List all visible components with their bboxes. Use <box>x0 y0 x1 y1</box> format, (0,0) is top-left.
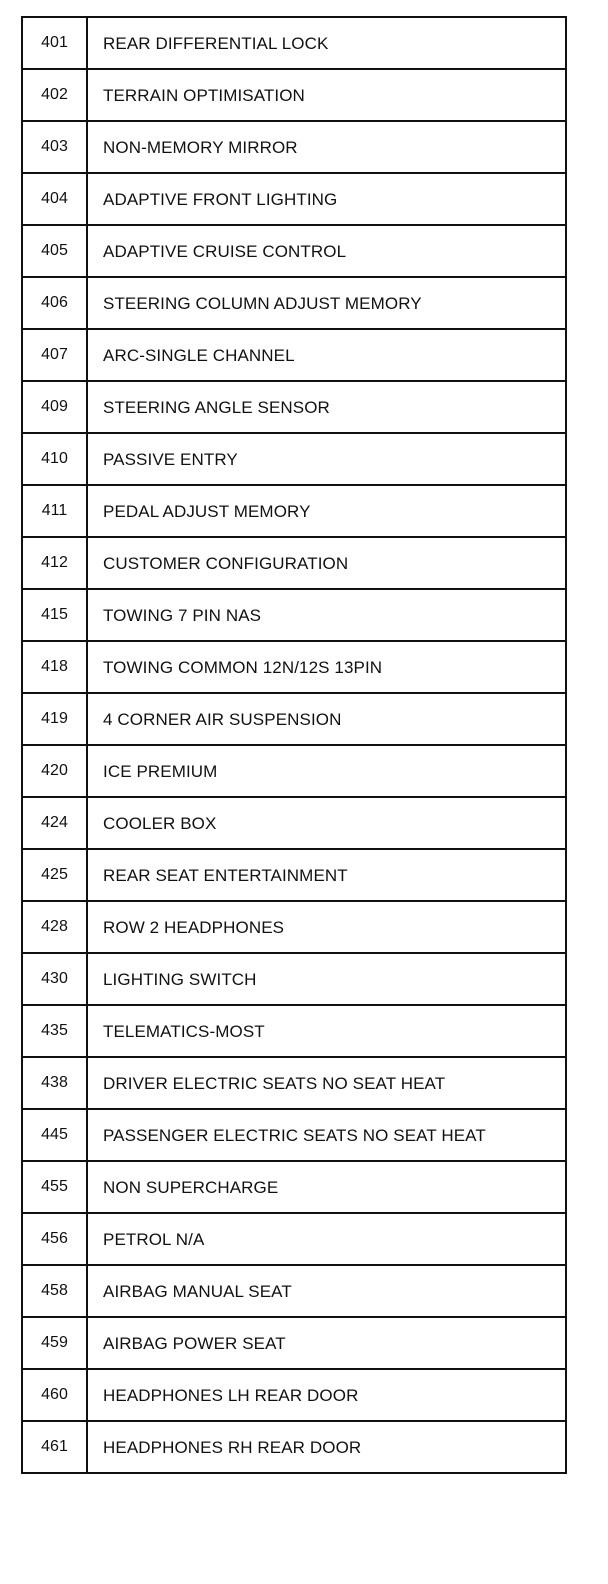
table-row <box>22 1109 566 1161</box>
row-code: 461 <box>22 1421 87 1473</box>
row-description: ROW 2 HEADPHONES <box>87 901 566 953</box>
row-description: STEERING ANGLE SENSOR <box>87 381 566 433</box>
row-description: TOWING 7 PIN NAS <box>87 589 566 641</box>
row-code: 419 <box>22 693 87 745</box>
row-code: 412 <box>22 537 87 589</box>
row-description: PASSIVE ENTRY <box>87 433 566 485</box>
row-description: NON SUPERCHARGE <box>87 1161 566 1213</box>
row-code: 420 <box>22 745 87 797</box>
row-code: 418 <box>22 641 87 693</box>
table-row <box>22 121 566 173</box>
table-row <box>22 277 566 329</box>
row-description: AIRBAG POWER SEAT <box>87 1317 566 1369</box>
row-code: 411 <box>22 485 87 537</box>
table-row <box>22 1369 566 1421</box>
table-row <box>22 641 566 693</box>
row-code: 458 <box>22 1265 87 1317</box>
row-code: 460 <box>22 1369 87 1421</box>
row-description: CUSTOMER CONFIGURATION <box>87 537 566 589</box>
table-row <box>22 1057 566 1109</box>
row-code: 428 <box>22 901 87 953</box>
row-code: 405 <box>22 225 87 277</box>
table-row <box>22 17 566 69</box>
table-row <box>22 1161 566 1213</box>
row-description: COOLER BOX <box>87 797 566 849</box>
row-code: 430 <box>22 953 87 1005</box>
table-row <box>22 433 566 485</box>
row-description: TOWING COMMON 12N/12S 13PIN <box>87 641 566 693</box>
row-code: 456 <box>22 1213 87 1265</box>
table-row <box>22 69 566 121</box>
row-code: 424 <box>22 797 87 849</box>
table-row <box>22 1265 566 1317</box>
table-row <box>22 225 566 277</box>
table-row <box>22 1213 566 1265</box>
table-row <box>22 849 566 901</box>
table-row <box>22 901 566 953</box>
option-code-table <box>21 16 567 1474</box>
row-description: STEERING COLUMN ADJUST MEMORY <box>87 277 566 329</box>
table-row <box>22 485 566 537</box>
row-code: 438 <box>22 1057 87 1109</box>
row-description: LIGHTING SWITCH <box>87 953 566 1005</box>
table-row <box>22 1421 566 1473</box>
table-row <box>22 537 566 589</box>
row-code: 415 <box>22 589 87 641</box>
row-description: PASSENGER ELECTRIC SEATS NO SEAT HEAT <box>87 1109 566 1161</box>
row-description: ICE PREMIUM <box>87 745 566 797</box>
row-code: 403 <box>22 121 87 173</box>
row-code: 401 <box>22 17 87 69</box>
row-description: PEDAL ADJUST MEMORY <box>87 485 566 537</box>
row-code: 406 <box>22 277 87 329</box>
row-description: 4 CORNER AIR SUSPENSION <box>87 693 566 745</box>
table-row <box>22 797 566 849</box>
row-description: HEADPHONES RH REAR DOOR <box>87 1421 566 1473</box>
row-code: 459 <box>22 1317 87 1369</box>
row-code: 455 <box>22 1161 87 1213</box>
row-code: 402 <box>22 69 87 121</box>
table-row <box>22 1005 566 1057</box>
row-description: ARC-SINGLE CHANNEL <box>87 329 566 381</box>
row-description: HEADPHONES LH REAR DOOR <box>87 1369 566 1421</box>
table-row <box>22 693 566 745</box>
row-description: NON-MEMORY MIRROR <box>87 121 566 173</box>
row-description: REAR DIFFERENTIAL LOCK <box>87 17 566 69</box>
row-description: DRIVER ELECTRIC SEATS NO SEAT HEAT <box>87 1057 566 1109</box>
row-code: 445 <box>22 1109 87 1161</box>
row-description: TELEMATICS-MOST <box>87 1005 566 1057</box>
row-description: ADAPTIVE CRUISE CONTROL <box>87 225 566 277</box>
row-code: 410 <box>22 433 87 485</box>
row-code: 435 <box>22 1005 87 1057</box>
table-row <box>22 381 566 433</box>
table-row <box>22 1317 566 1369</box>
row-description: TERRAIN OPTIMISATION <box>87 69 566 121</box>
row-description: PETROL N/A <box>87 1213 566 1265</box>
table-row <box>22 589 566 641</box>
row-code: 425 <box>22 849 87 901</box>
row-code: 407 <box>22 329 87 381</box>
row-description: REAR SEAT ENTERTAINMENT <box>87 849 566 901</box>
row-code: 404 <box>22 173 87 225</box>
row-description: ADAPTIVE FRONT LIGHTING <box>87 173 566 225</box>
table-row <box>22 329 566 381</box>
table-row <box>22 745 566 797</box>
table-row <box>22 953 566 1005</box>
row-description: AIRBAG MANUAL SEAT <box>87 1265 566 1317</box>
table-body <box>22 17 566 1473</box>
table-row <box>22 173 566 225</box>
row-code: 409 <box>22 381 87 433</box>
